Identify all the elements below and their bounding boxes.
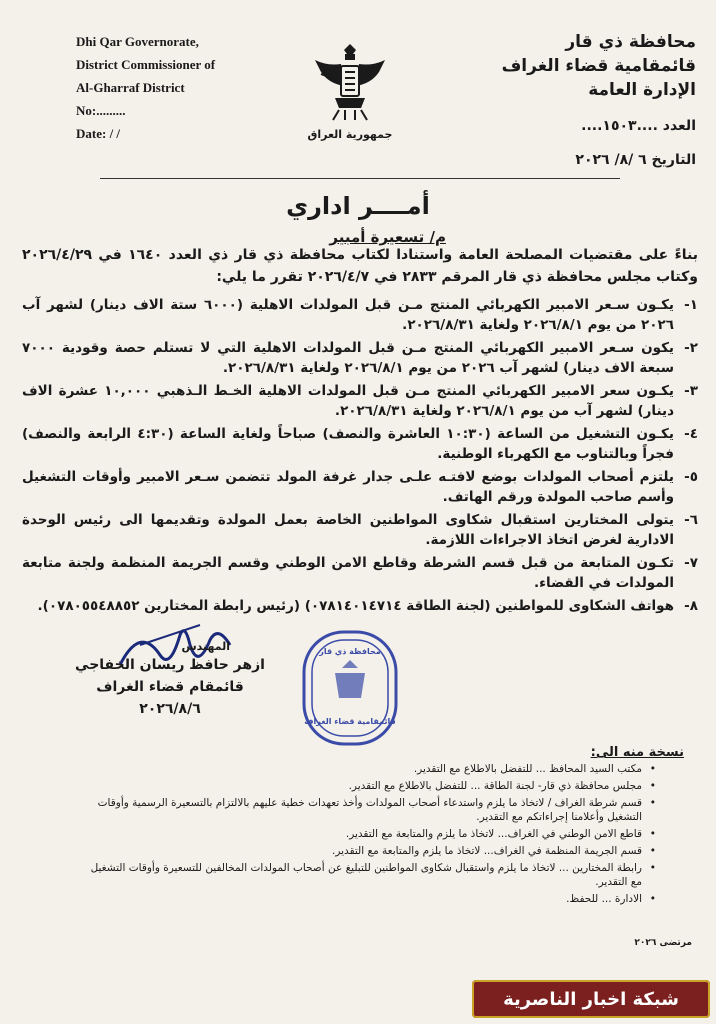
item-number: ٨- (684, 598, 698, 614)
order-title: أمــــر اداري (286, 192, 430, 220)
arabic-admin: الإدارة العامة (588, 80, 696, 100)
official-stamp (300, 628, 400, 748)
english-header-line1: Dhi Qar Governorate, (76, 34, 199, 49)
item-text: يلتزم أصحاب المولدات بوضع لافتـه علـى جدار غرفة المولد تتضمن سـعر الامبير وأوقات التشغيل وأسم صاحب المولدة ورقم الهاتف. (22, 469, 674, 505)
item-number: ١- (684, 297, 698, 313)
item-number: ٣- (684, 383, 698, 399)
signature-block (70, 640, 270, 720)
stamp-bottom-text: قائمقامية قضاء الغراف (304, 717, 396, 726)
item-text: يكـون سعر الامبير الكهربائي المنتج مـن قبل المولدات الاهلية الخـط الـذهبي ١٠,٠٠٠ عشرة الاف دينار) لشهر آب من يوم ٢٠٢٦/٨/١ ولغاية ٢٠٢٦/٨/٣١. (22, 383, 674, 419)
item-text: يكـون التشغيل من الساعة (١٠:٣٠ العاشرة والنصف) صباحاً ولغاية الساعة (٤:٣٠ الرابعة والنصف) فجراً وبالتناوب مع الكهرباء الوطنية. (22, 426, 674, 462)
copies-list (90, 762, 656, 909)
arabic-header (466, 30, 696, 172)
english-number-field: No:......... (76, 103, 126, 118)
item-number: ٦- (684, 512, 698, 528)
copies-heading: نسخة منه الى: (590, 745, 684, 760)
item-text: يكون سـعر الامبير الكهربائي المنتج مـن قبل المولدات الاهلية التي لا تستلم حصة وقودية ٧٠٠٠ سبعة الاف دينار) لشهر آب ٢٠٢٦ من يوم ٢٠٢٦/٨/١ ولغاية ٢٠٢٦/٨/٣١. (22, 340, 674, 376)
english-header (76, 30, 246, 145)
english-header-line2: District Commissioner of (76, 57, 216, 72)
copy-recipient: • مكتب السيد المحافظ ... للتفضل بالاطلاع مع التقدير. (90, 762, 656, 776)
header-divider (100, 178, 620, 179)
copy-recipient: • قسم شرطة الغراف / لاتخاذ ما يلزم واستدعاء أصحاب المولدات وأخذ تعهدات خطية عليهم بالالتزام بالتسعيرة الرسمية وأوقات التشغيل وأعلامنا إجراءاتكم مع التقدير. (90, 796, 656, 824)
signature-title: المهندس (181, 640, 230, 653)
arabic-district: قائمقامية قضاء الغراف (501, 56, 696, 76)
signature-name: ازهر حافظ ريسان الخفاجي (75, 657, 265, 673)
emblem-label: جمهورية العراق (307, 128, 393, 141)
signature-role: قائمقام قضاء الغراف (96, 679, 244, 695)
english-header-line3: Al-Gharraf District (76, 80, 185, 95)
copy-recipient: • قسم الجريمة المنظمة في الغراف... لاتخاذ ما يلزم والمتابعة مع التقدير. (90, 844, 656, 858)
order-item (22, 597, 698, 617)
order-item (22, 511, 698, 550)
english-date-field: Date: / / (76, 126, 121, 141)
arabic-date: التاريخ ٦ /٨/ ٢٠٢٦ (575, 152, 696, 168)
order-items (22, 296, 698, 621)
order-subject: م/ تسعيرة أمبير (329, 228, 446, 246)
order-item (22, 468, 698, 507)
order-item (22, 296, 698, 335)
order-intro: بناءً على مقتضيات المصلحة العامة واستنادا لكتاب محافظة ذي قار ذي العدد ١٦٤٠ في ٢٠٢٦/٤/٢٩ وكتاب مجلس محافظة ذي قار المرقم ٢٨٣٣ في ٢٠٢٦/٤/٧ تقرر ما يلي: (22, 247, 698, 285)
order-item (22, 554, 698, 593)
copy-recipient: • الادارة ... للحفظ. (90, 892, 656, 906)
item-text: يتولى المختارين استقبال شكاوى المواطنين الخاصة بعمل المولدة وتقديمها الى رئيس الوحدة الادارية لغرض اتخاذ الاجراءات اللازمة. (22, 512, 674, 548)
item-text: تكـون المتابعة من قبل قسم الشرطة وقاطع الامن الوطني وقسم الجريمة المنظمة ولجنة متابعة المولدات في القضاء. (22, 555, 674, 591)
eagle-emblem-icon (305, 38, 395, 126)
copy-recipient: • مجلس محافظة ذي قار- لجنة الطاقة ... للتفضل بالاطلاع مع التقدير. (90, 779, 656, 793)
item-number: ٤- (684, 426, 698, 442)
order-item (22, 425, 698, 464)
copy-recipient: • رابطة المختارين ... لاتخاذ ما يلزم واستقبال شكاوى المواطنين للتبليغ عن أصحاب المولدات المخالفين للتسعيرة وأوقات التشغيل مع التقدير. (90, 861, 656, 889)
order-item (22, 339, 698, 378)
copy-recipient: • قاطع الامن الوطني في الغراف... لاتخاذ ما يلزم والمتابعة مع التقدير. (90, 827, 656, 841)
stamp-top-text: محافظة ذي قار (319, 647, 381, 656)
arabic-governorate: محافظة ذي قار (565, 32, 696, 52)
item-number: ٧- (684, 555, 698, 571)
footer-note: مرتضى ٢٠٢٦ (634, 938, 692, 948)
iraq-emblem (300, 38, 400, 141)
watermark-banner: شبكة اخبار الناصرية (472, 980, 710, 1018)
item-number: ٢- (684, 340, 698, 356)
item-text: يكـون سـعر الامبير الكهربائي المنتج مـن قبل المولدات الاهلية (٦٠٠٠ ستة الاف دينار) لشهر آب ٢٠٢٦ من يوم ٢٠٢٦/٨/١ ولغاية ٢٠٢٦/٨/٣١. (22, 297, 674, 333)
arabic-number: العدد ....١٥٠٣.... (581, 118, 696, 134)
order-item (22, 382, 698, 421)
item-text: هواتف الشكاوى للمواطنين (لجنة الطاقة ٠٧٨١٤٠١٤٧١٤) (رئيس رابطة المختارين ٠٧٨٠٥٥٤٨٨٥٢). (37, 598, 674, 614)
signature-date: ٢٠٢٦/٨/٦ (139, 701, 201, 717)
item-number: ٥- (684, 469, 698, 485)
